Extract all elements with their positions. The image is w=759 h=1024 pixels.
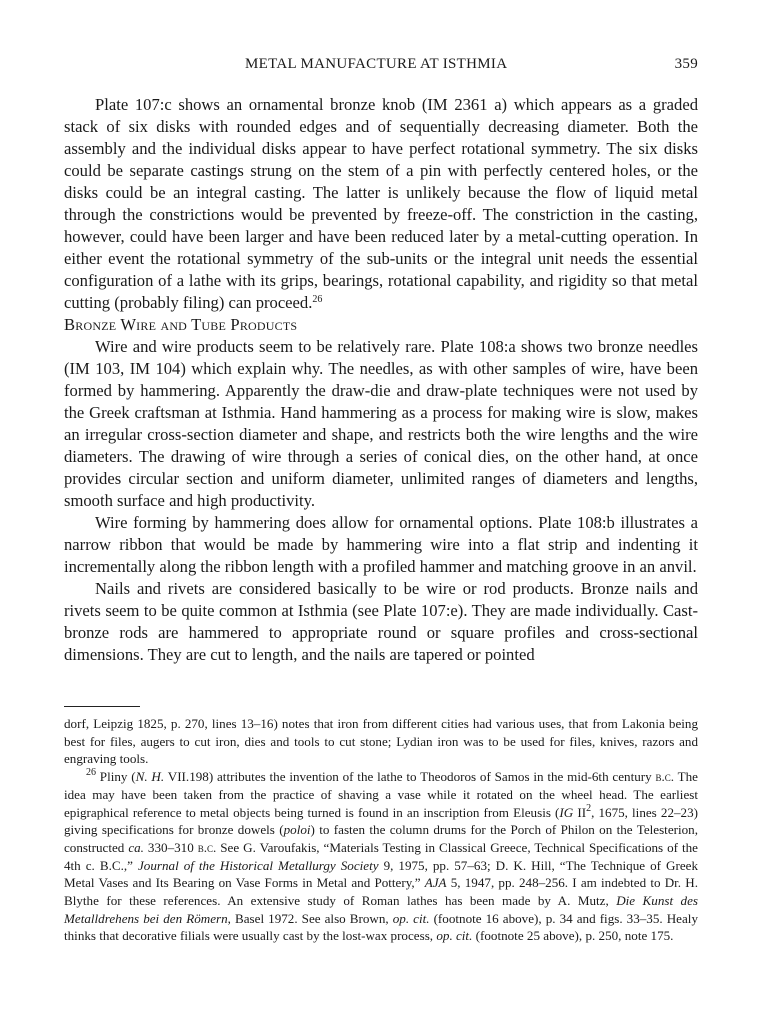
footnote-smallcaps: b.c. <box>655 769 675 785</box>
footnote-ref-26[interactable]: 26 <box>312 294 323 305</box>
footnote-text: Pliny ( <box>96 769 136 785</box>
footnote-number: 26 <box>86 767 96 779</box>
paragraph-ornamental: Wire forming by hammering does allow for ornamental options. Plate 108:b illustrates a narrow ribbon that would be made by hammering wire into a flat strip and indenting it incrementally along the ribbon length with a profiled hammer and matching groove in an anvil. <box>64 513 698 576</box>
footnote-text: (footnote 16 above), p. 34 and figs. 33–35. Healy thinks that decorative filials were usually cast by the lost-wax process, <box>64 910 698 944</box>
footnote-text: 5, 1947, pp. 248–256. I am indebted to Dr. H. Blythe for these references. An extensive study of Roman lathes has been made by A. Mutz, <box>64 875 699 909</box>
footnote-26 <box>64 768 698 945</box>
footnote-superscript: 2 <box>586 802 592 814</box>
footnote-continuation: dorf, Leipzig 1825, p. 270, lines 13–16) notes that iron from different cities had various uses, that from Lakonia being best for files, augers to cut iron, dies and tools to cut stone; Lydian iron was to be used for files, knives, razors and engraving tools. <box>64 716 698 767</box>
footnote-text: VII.198) attributes the invention of the lathe to Theodoros of Samos in the mid-6th century <box>164 769 656 785</box>
footnote-divider <box>64 706 140 707</box>
footnote-italic: op. cit. <box>392 910 430 926</box>
paragraph-text: Plate 107:c shows an ornamental bronze knob (IM 2361 a) which appears as a graded stack of six disks with rounded edges and of sequentially decreasing diameter. Both the assembly and the individual disks appear to have perfect rotational symmetry. The six disks could be separate castings strung on the stem of a pin with perfectly centered holes, or the disks could be an integral casting. The latter is unlikely because the flow of liquid metal through the constrictions would be prevented by freeze-off. The constriction in the casting, however, could have been larger and have been reduced later by a metal-cutting operation. In either event the rotational symmetry of the sub-units or the integral unit needs the essential configuration of a lathe with its grips, bearings, rotational capability, and rigidity so that metal cutting (probably filing) can proceed. <box>64 95 698 312</box>
footnote-italic: poloi <box>283 822 311 838</box>
page-number: 359 <box>674 56 698 72</box>
footnote-text: , Basel 1972. See also Brown, <box>227 910 393 926</box>
footnote-italic: AJA <box>424 875 447 891</box>
running-head: METAL MANUFACTURE AT ISTHMIA <box>245 56 508 72</box>
footnote-text: (footnote 25 above), p. 250, note 175. <box>472 928 674 944</box>
paragraph-lathe <box>64 94 698 314</box>
footnote-text: 9, 1975, pp. 57–63; D. K. Hill, “The Technique of Greek Metal Vases and Its Bearing on Vase Forms in Metal and Pottery,” <box>64 857 698 891</box>
footnote-smallcaps: b.c. <box>197 839 217 855</box>
footnote-text: See G. Varoufakis, “Materials Testing in Classical Greece, Technical Specifications of the 4th c. B.C.,” <box>64 839 698 873</box>
footnotes <box>64 715 698 945</box>
footnote-text: 330–310 <box>143 839 198 855</box>
footnote-text: ) to fasten the column drums for the Porch of Philon on the Telesterion, constructed <box>64 822 698 855</box>
paragraph-wire: Wire and wire products seem to be relatively rare. Plate 108:a shows two bronze needles (IM 103, IM 104) which explain why. The needles, as with other samples of wire, have been formed by hammering. Apparently the draw-die and draw-plate techniques were not used by the Greek craftsman at Isthmia. Hand hammering as a process for making wire is slow, makes an irregular cross-section diameter and shape, and restricts both the wire lengths and the wire diameters. The drawing of wire through a series of conical dies, on the other hand, at once provides circular section and uniform diameter, unlimited ranges of diameters and lengths, smooth surface and high productivity. <box>64 337 698 510</box>
footnote-italic: Die Kunst des Metalldrehens bei den Römern <box>64 893 698 926</box>
footnote-italic: ca. <box>128 839 144 855</box>
footnote-italic: IG <box>559 804 574 820</box>
main-text <box>64 94 698 666</box>
page-header <box>64 56 698 78</box>
paragraph-nails: Nails and rivets are considered basically to be wire or rod products. Bronze nails and rivets seem to be quite common at Isthmia (see Plate 107:e). They are made individually. Cast-bronze rods are hammered to appropriate round or square profiles and cross-sectional dimensions. They are cut to length, and the nails are tapered or pointed <box>64 579 698 664</box>
footnote-text: The idea may have been taken from the practice of shaving a vase while it rotated on the wheel head. The earliest epigraphical reference to metal objects being turned is found in an inscription from Eleusis ( <box>64 769 698 820</box>
footnote-text: , 1675, lines 22–23) giving specifications for bronze dowels ( <box>64 804 698 838</box>
footnote-italic: Journal of the Historical Metallurgy Society <box>137 857 379 873</box>
footnote-italic: N. H. <box>135 769 165 785</box>
footnote-italic: op. cit. <box>436 928 473 944</box>
footnote-text: II <box>573 804 587 820</box>
section-heading: Bronze Wire and Tube Products <box>64 315 298 334</box>
